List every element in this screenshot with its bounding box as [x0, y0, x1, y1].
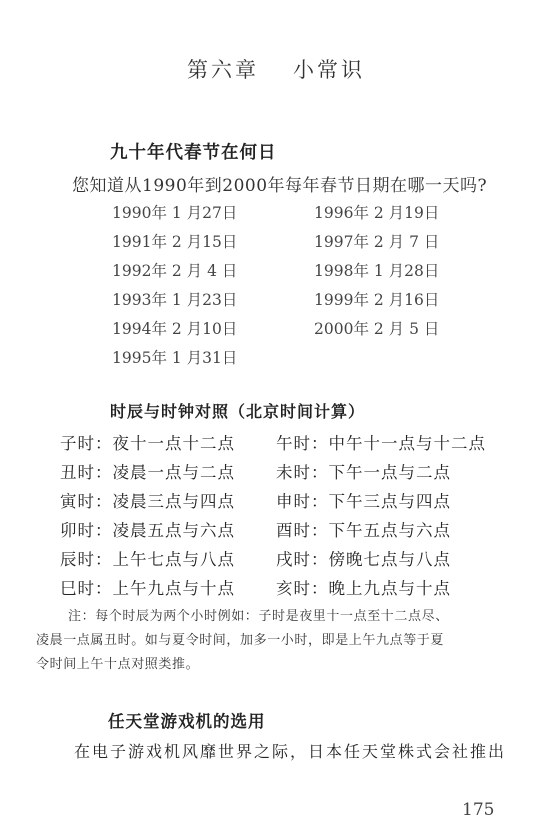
shichen-entry	[60, 488, 235, 512]
date-entry: 1991年 2 月15日	[112, 233, 238, 251]
date-entry: 1990年 1 月27日	[112, 204, 238, 222]
section-title-shichen: 时辰与时钟对照（北京时间计算）	[110, 402, 366, 421]
shichen-name: 亥时：	[276, 579, 329, 598]
shichen-time: 上午九点与十点	[112, 579, 235, 598]
body-paragraph: 在电子游戏机风靡世界之际，日本任天堂株式会社推出	[74, 742, 507, 761]
shichen-entry	[276, 488, 451, 512]
date-entry: 1997年 2 月 7 日	[314, 233, 440, 251]
shichen-entry	[276, 517, 451, 541]
section-title-spring-festival: 九十年代春节在何日	[110, 143, 277, 163]
shichen-time: 下午五点与六点	[328, 521, 451, 540]
date-entry: 2000年 2 月 5 日	[314, 320, 440, 338]
shichen-time: 傍晚七点与八点	[328, 550, 451, 569]
date-entry: 1993年 1 月23日	[112, 291, 238, 309]
date-entry: 1999年 2 月16日	[314, 291, 440, 309]
shichen-name: 辰时：	[60, 550, 113, 569]
shichen-time: 中午十一点与十二点	[328, 434, 486, 453]
shichen-time: 上午七点与八点	[112, 550, 235, 569]
note-line: 凌晨一点属丑时。如与夏令时间，加多一小时，即是上午九点等于夏	[36, 633, 445, 648]
shichen-name: 午时：	[276, 434, 329, 453]
shichen-name: 酉时：	[276, 521, 329, 540]
shichen-time: 夜十一点十二点	[112, 434, 235, 453]
shichen-time: 下午一点与二点	[328, 463, 451, 482]
chapter-label: 第六章	[187, 58, 259, 82]
shichen-entry	[276, 546, 451, 570]
shichen-time: 凌晨一点与二点	[112, 463, 235, 482]
shichen-entry	[276, 430, 486, 454]
shichen-name: 未时：	[276, 463, 329, 482]
date-entry: 1998年 1 月28日	[314, 262, 440, 280]
section-title-nintendo: 任天堂游戏机的选用	[108, 712, 266, 731]
date-entry: 1992年 2 月 4 日	[112, 262, 238, 280]
shichen-name: 戌时：	[276, 550, 329, 569]
shichen-time: 凌晨三点与四点	[112, 492, 235, 511]
shichen-entry	[276, 575, 451, 599]
date-entry: 1995年 1 月31日	[112, 349, 238, 367]
shichen-name: 寅时：	[60, 492, 113, 511]
date-entry: 1994年 2 月10日	[112, 320, 238, 338]
shichen-name: 子时：	[60, 434, 113, 453]
shichen-time: 凌晨五点与六点	[112, 521, 235, 540]
section-intro: 您知道从1990年到2000年每年春节日期在哪一天吗?	[72, 176, 488, 196]
shichen-entry	[60, 575, 235, 599]
shichen-name: 丑时：	[60, 463, 113, 482]
chapter-title: 小常识	[293, 58, 365, 82]
note-line: 注：每个时辰为两个小时例如：子时是夜里十一点至十二点尽、	[68, 609, 449, 624]
shichen-entry	[60, 517, 235, 541]
shichen-name: 巳时：	[60, 579, 113, 598]
shichen-entry	[60, 546, 235, 570]
date-entry: 1996年 2 月19日	[314, 204, 440, 222]
shichen-name: 卯时：	[60, 521, 113, 540]
shichen-entry	[60, 430, 235, 454]
shichen-name: 申时：	[276, 492, 329, 511]
shichen-time: 下午三点与四点	[328, 492, 451, 511]
shichen-entry	[276, 459, 451, 483]
chapter-heading	[0, 54, 552, 84]
shichen-entry	[60, 459, 235, 483]
shichen-time: 晚上九点与十点	[328, 579, 451, 598]
page-number: 175	[462, 800, 495, 820]
note-line: 令时间上午十点对照类推。	[36, 657, 200, 672]
